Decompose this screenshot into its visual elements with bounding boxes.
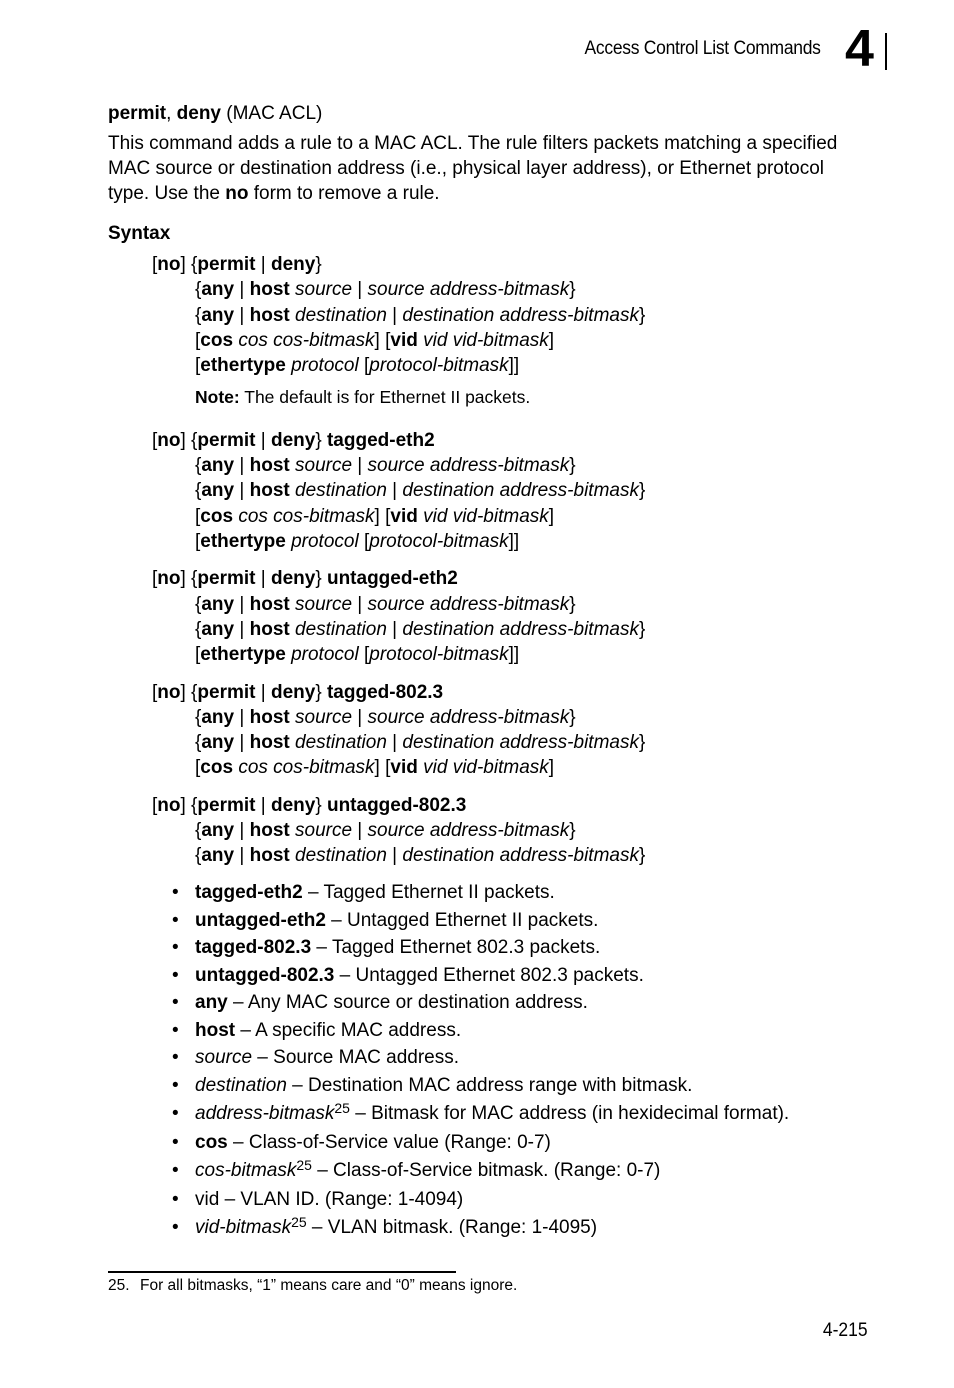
syntax-source-line: {any | host source | source address-bitmask}	[195, 455, 576, 476]
syntax-cos-vid-line: [cos cos cos-bitmask] [vid vid vid-bitmask]	[195, 330, 555, 351]
note-text: The default is for Ethernet II packets.	[239, 387, 531, 407]
syntax-destination-line: {any | host destination | destination address-bitmask}	[195, 845, 646, 866]
list-item: • vid-bitmask$^{25}$ – VLAN bitmask. (Range: 1-4095)	[172, 1214, 598, 1238]
chapter-tab	[845, 20, 887, 78]
syntax-cos-vid-line: [cos cos cos-bitmask] [vid vid vid-bitmask]	[195, 506, 555, 527]
syntax-source-line: {any | host source | source address-bitmask}	[195, 707, 576, 728]
description-text-end: form to remove a rule.	[248, 183, 440, 204]
syntax-destination-line: {any | host destination | destination address-bitmask}	[195, 732, 646, 753]
list-item: • cos-bitmask$^{25}$ – Class-of-Service bitmask. (Range: 0-7)	[172, 1157, 661, 1181]
syntax-ethertype-line: [ethertype protocol [protocol-bitmask]]	[195, 531, 520, 552]
syntax-note	[195, 387, 530, 408]
list-item: • tagged-802.3 – Tagged Ethernet 802.3 packets.	[172, 937, 601, 958]
syntax-form-untagged-eth2: [no] {permit | deny} untagged-eth2	[152, 568, 458, 589]
list-item: • untagged-802.3 – Untagged Ethernet 802.3 packets.	[172, 964, 644, 986]
description-keyword: no	[225, 183, 249, 204]
footnote-divider	[108, 1271, 456, 1273]
list-item: • destination – Destination MAC address range with bitmask.	[172, 1074, 693, 1096]
title-suffix: (MAC ACL)	[221, 103, 323, 124]
syntax-cos-vid-line: [cos cos cos-bitmask] [vid vid vid-bitmask]	[195, 757, 555, 778]
footnote	[108, 1277, 517, 1295]
list-item: • host – A specific MAC address.	[172, 1019, 462, 1041]
list-item: • vid – VLAN ID. (Range: 1-4094)	[172, 1188, 464, 1210]
syntax-ethertype-line: [ethertype protocol [protocol-bitmask]]	[195, 355, 520, 376]
footnote-ref: 25	[291, 1214, 307, 1230]
page-number: 4-215	[823, 1320, 868, 1341]
syntax-source-line: {any | host source | source address-bitmask}	[195, 279, 576, 300]
list-item: • source – Source MAC address.	[172, 1047, 460, 1068]
title-cmd-deny: deny	[176, 103, 221, 124]
parameter-list	[172, 880, 789, 1244]
chapter-number: 4	[845, 20, 874, 78]
command-description	[108, 131, 848, 206]
syntax-ethertype-line: [ethertype protocol [protocol-bitmask]]	[195, 644, 520, 665]
footnote-ref: 25	[334, 1100, 350, 1116]
list-item: • address-bitmask$^{25}$ – Bitmask for MAC address (in hexidecimal format).	[172, 1100, 790, 1124]
syntax-heading: Syntax	[108, 223, 171, 244]
command-title	[108, 103, 322, 125]
syntax-destination-line: {any | host destination | destination address-bitmask}	[195, 305, 646, 326]
footnote-text: For all bitmasks, “1” means care and “0” means ignore.	[140, 1277, 518, 1294]
syntax-destination-line: {any | host destination | destination address-bitmask}	[195, 480, 646, 501]
description-text: This command adds a rule to a MAC ACL. The rule filters packets matching a specified MAC source or destination address (i.e., physical layer address), or Ethernet protocol type. Use the	[108, 133, 838, 204]
running-head: Access Control List Commands	[584, 38, 821, 59]
list-item: • any – Any MAC source or destination address.	[172, 992, 588, 1013]
list-item: • untagged-eth2 – Untagged Ethernet II packets.	[172, 909, 599, 931]
title-separator: ,	[166, 103, 177, 124]
syntax-destination-line: {any | host destination | destination address-bitmask}	[195, 619, 646, 640]
syntax-form-default: [no] {permit | deny}	[152, 254, 322, 275]
list-item: • tagged-eth2 – Tagged Ethernet II packets.	[172, 882, 555, 903]
chapter-tab-rule	[885, 33, 887, 70]
footnote-ref: 25	[296, 1157, 312, 1173]
title-cmd-permit: permit	[108, 103, 167, 124]
syntax-form-tagged-eth2: [no] {permit | deny} tagged-eth2	[152, 430, 435, 451]
syntax-form-untagged-802-3: [no] {permit | deny} untagged-802.3	[152, 795, 467, 816]
list-item: • cos – Class-of-Service value (Range: 0-7)	[172, 1131, 551, 1153]
note-label: Note:	[195, 387, 240, 407]
syntax-source-line: {any | host source | source address-bitmask}	[195, 820, 576, 841]
footnote-number: 25.	[108, 1277, 130, 1294]
syntax-source-line: {any | host source | source address-bitmask}	[195, 594, 576, 615]
syntax-form-tagged-802-3: [no] {permit | deny} tagged-802.3	[152, 682, 444, 703]
